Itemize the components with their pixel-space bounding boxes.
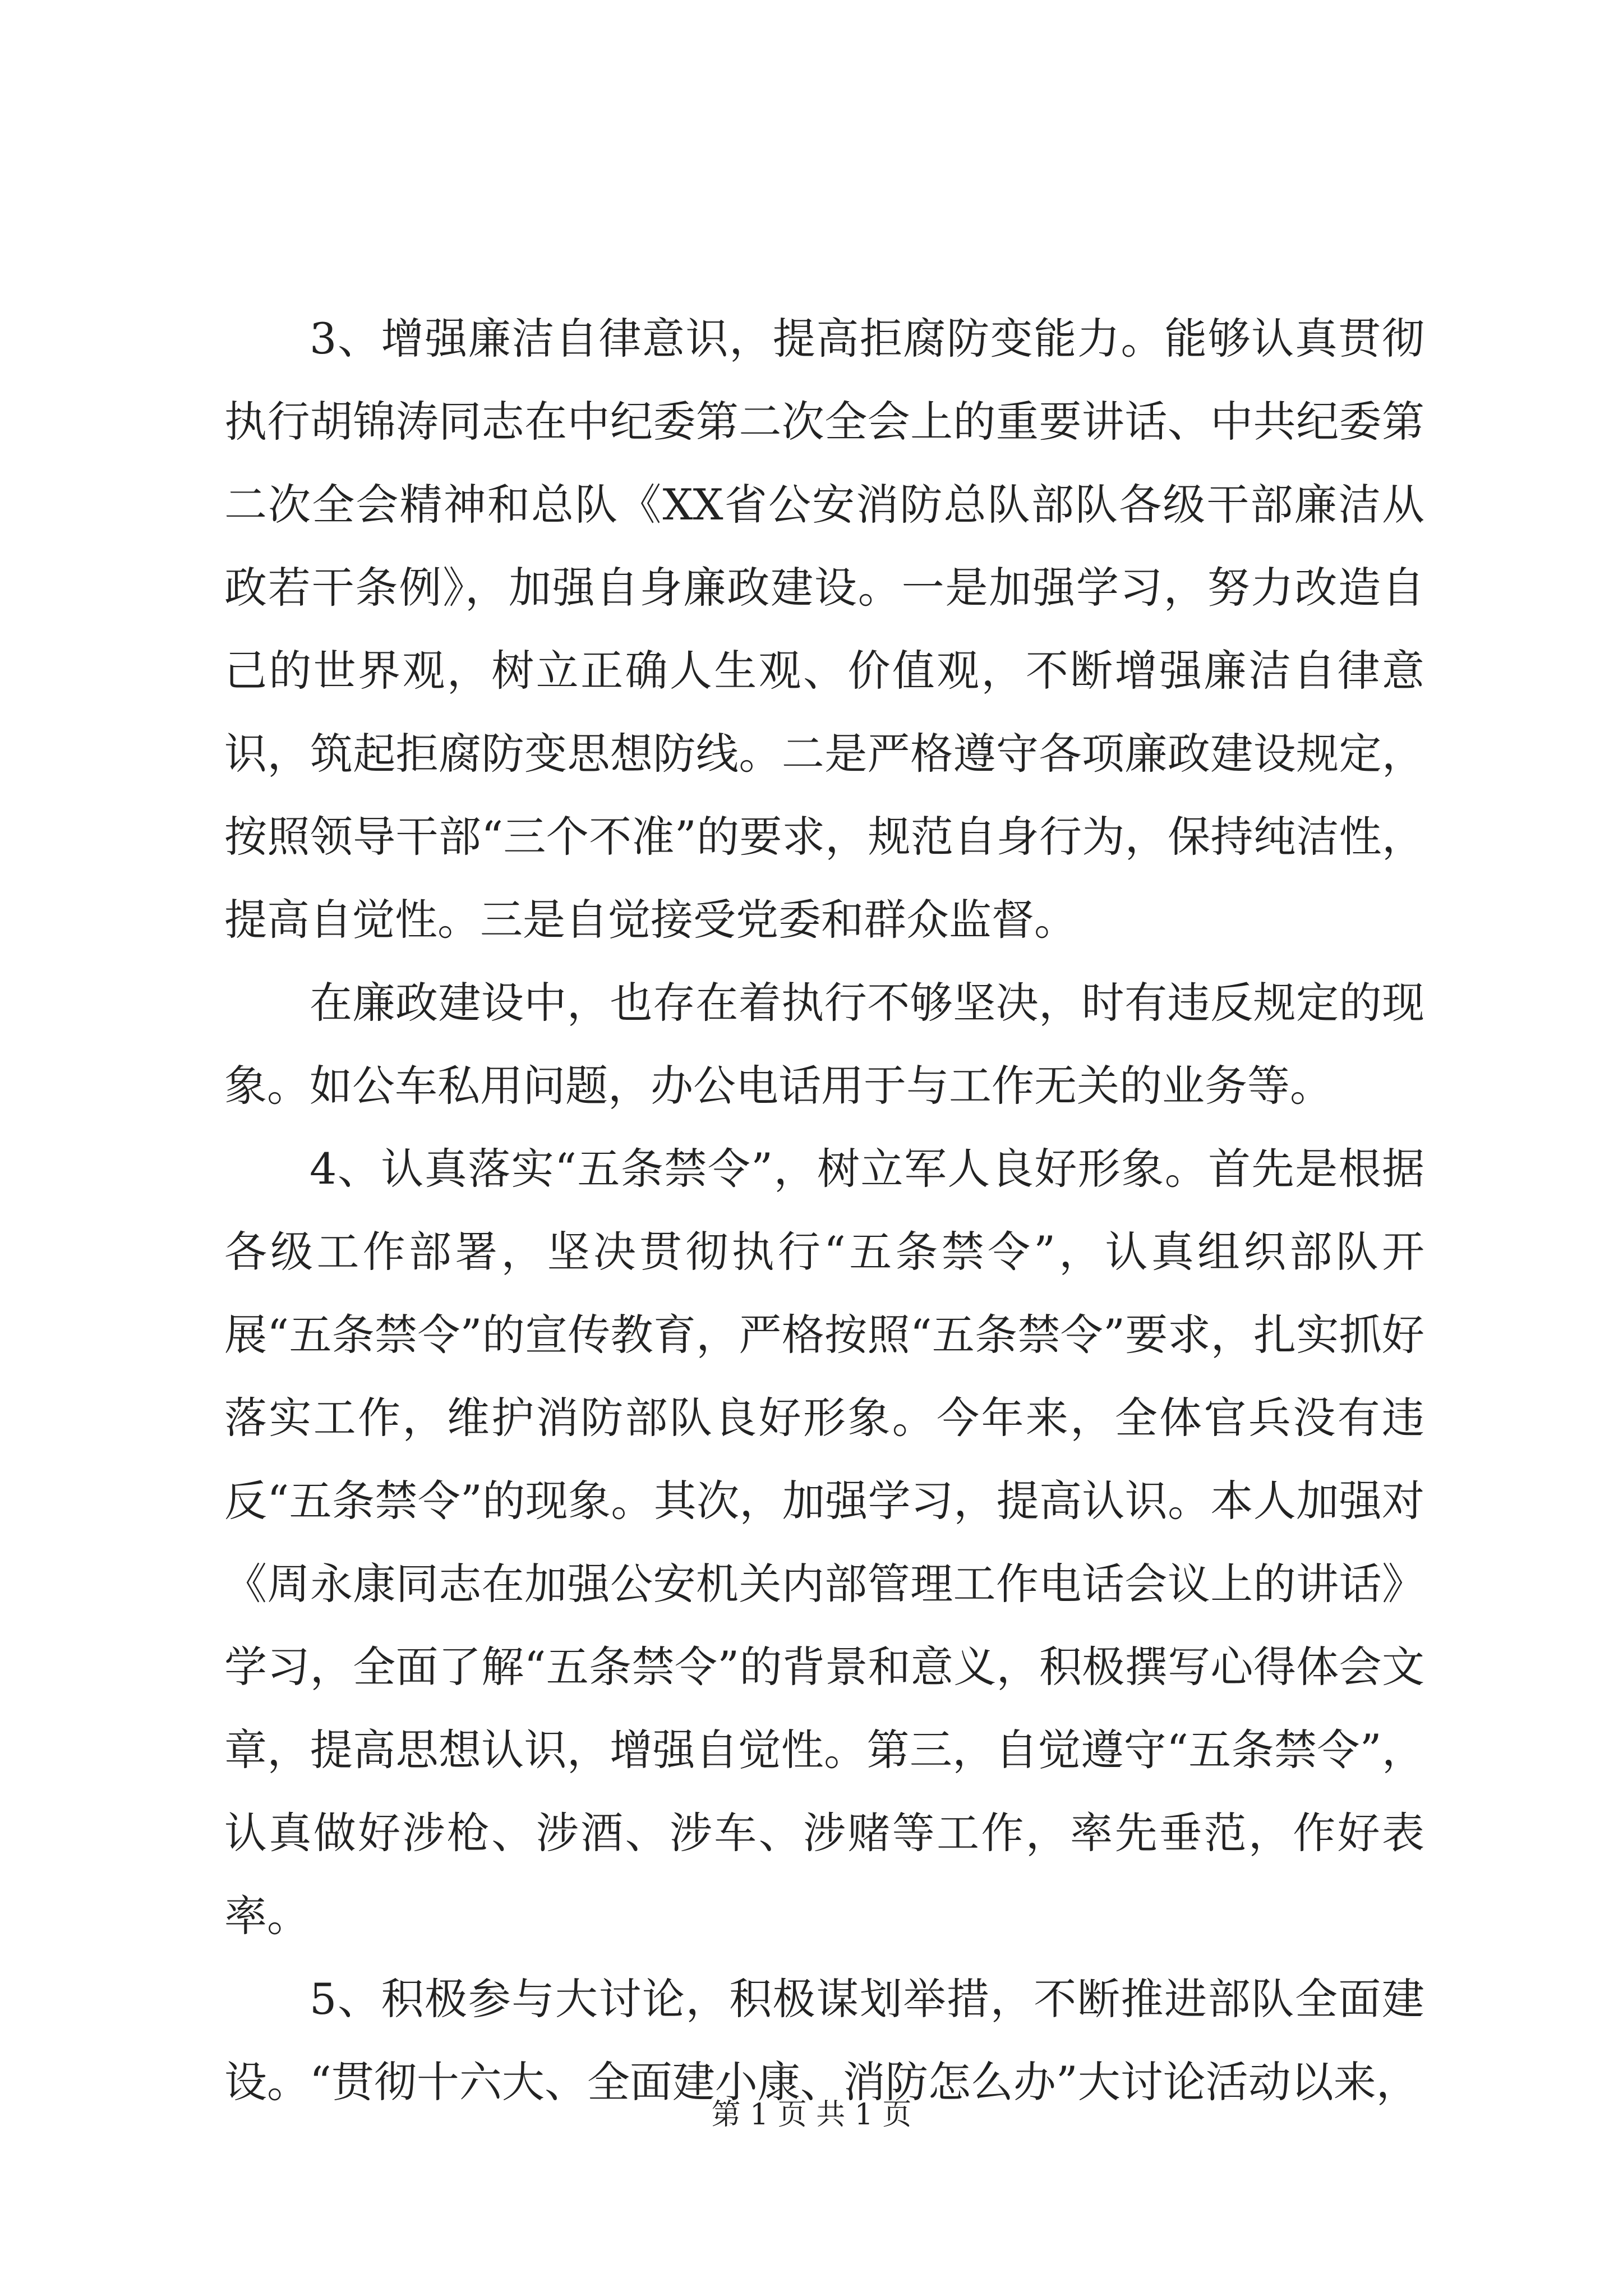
document-body (224, 297, 1424, 2124)
page-number-footer: 第 1 页 共 1 页 (711, 2098, 912, 2132)
paragraph-integrity-shortcomings: 在廉政建设中，也存在着执行不够坚决，时有违反规定的现象。如公车私用问题，办公电话用于与工作无关的业务等。 (224, 978, 1424, 1111)
paragraph-discussion-activities: 5、积极参与大讨论，积极谋划举措，不断推进部队全面建设。“贯彻十六大、全面建小康、消防怎么办”大讨论活动以来， (224, 1974, 1424, 2107)
paragraph-integrity-self-discipline: 3、增强廉洁自律意识，提高拒腐防变能力。能够认真贯彻执行胡锦涛同志在中纪委第二次全会上的重要讲话、中共纪委第二次全会精神和总队《XX省公安消防总队部队各级干部廉洁从政若干条例》，加强自身廉政建设。一是加强学习，努力改造自己的世界观，树立正确人生观、价值观，不断增强廉洁自律意识，筑起拒腐防变思想防线。二是严格遵守各项廉政建设规定，按照领导干部“三个不准”的要求，规范自身行为，保持纯洁性，提高自觉性。三是自觉接受党委和群众监督。 (224, 314, 1424, 945)
paragraph-five-prohibitions: 4、认真落实“五条禁令”，树立军人良好形象。首先是根据各级工作部署，坚决贯彻执行“五条禁令”，认真组织部队开展“五条禁令”的宣传教育，严格按照“五条禁令”要求，扎实抓好落实工作，维护消防部队良好形象。今年来，全体官兵没有违反“五条禁令”的现象。其次，加强学习，提高认识。本人加强对《周永康同志在加强公安机关内部管理工作电话会议上的讲话》学习，全面了解“五条禁令”的背景和意义，积极撰写心得体会文章，提高思想认识，增强自觉性。第三，自觉遵守“五条禁令”，认真做好涉枪、涉酒、涉车、涉赌等工作，率先垂范，作好表率。 (224, 1144, 1424, 1941)
